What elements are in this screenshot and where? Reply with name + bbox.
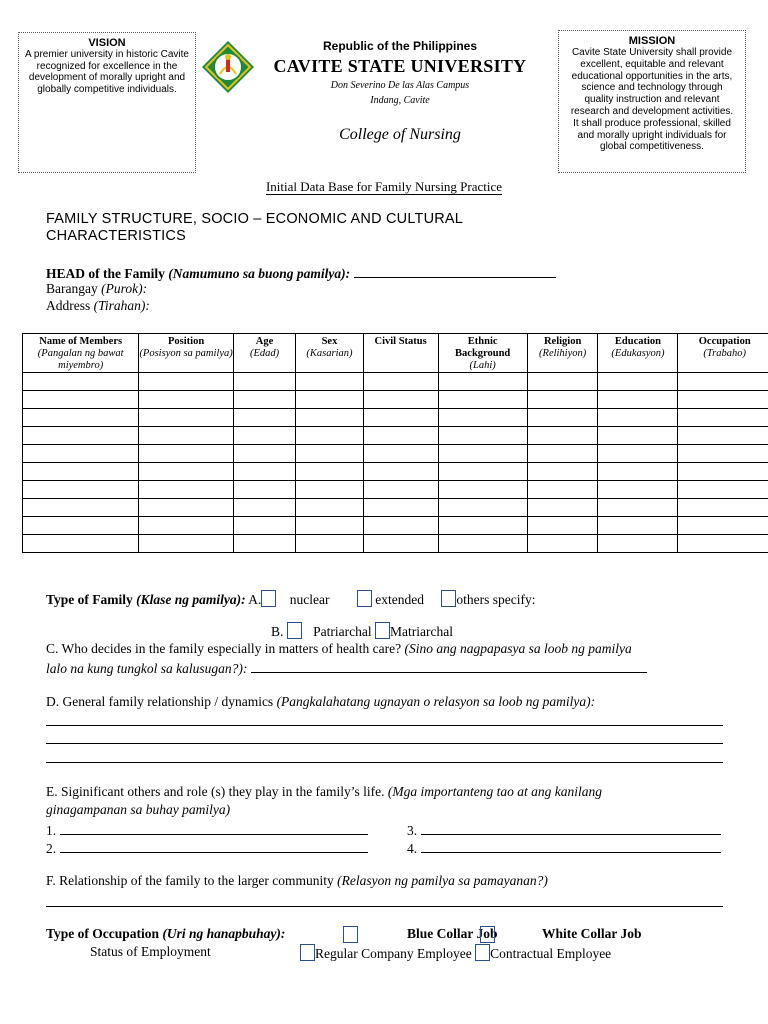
item-number-4: 4. [407,841,418,856]
blue-collar-label: Blue Collar Job [407,926,498,941]
table-cell[interactable] [233,445,295,463]
table-cell[interactable] [233,391,295,409]
table-cell[interactable] [139,499,234,517]
col-header-religion: Religion (Relihiyon) [527,334,598,373]
campus-location: Indang, Cavite [370,95,430,106]
col-header-occupation: Occupation (Trabaho) [678,334,768,373]
table-row [23,481,768,499]
table-cell[interactable] [527,409,598,427]
table-cell[interactable] [23,373,139,391]
table-cell[interactable] [678,535,768,553]
table-cell[interactable] [438,445,527,463]
patriarchal-label: Patriarchal [313,624,372,639]
table-cell[interactable] [678,481,768,499]
barangay-label-tl: (Purok): [101,281,148,296]
col-header-civil-status: Civil Status [363,334,438,373]
table-cell[interactable] [296,373,364,391]
occupation-type-label-row [46,926,285,942]
family-type-label-tl: (Klase ng pamilya): [136,592,246,607]
college-name: College of Nursing [339,126,461,143]
table-cell[interactable] [23,409,139,427]
question-e-tl-1: (Mga importanteng tao at ang kanilang [387,784,603,799]
table-row [23,427,768,445]
table-cell[interactable] [438,463,527,481]
table-cell[interactable] [23,445,139,463]
table-cell[interactable] [363,391,438,409]
family-type-row-b [271,622,453,640]
col-header-education: Education (Edukasyon) [598,334,678,373]
contractual-employee-checkbox[interactable] [475,944,490,961]
significant-other-3-field[interactable] [421,820,721,835]
table-cell[interactable] [438,499,527,517]
question-d [46,694,595,710]
table-cell[interactable] [139,481,234,499]
address-label: Address [46,298,91,313]
table-cell[interactable] [438,535,527,553]
table-cell[interactable] [296,517,364,535]
table-cell[interactable] [527,391,598,409]
white-collar-label: White Collar Job [542,926,642,941]
option-b-prefix: B. [271,624,284,639]
question-c-tl-1: (Sino ang nagpapasya sa loob ng pamilya [404,641,632,656]
table-cell[interactable] [363,409,438,427]
item-number-2: 2. [46,841,57,856]
document-title-text: Initial Data Base for Family Nursing Practice [265,179,503,194]
table-cell[interactable] [296,427,364,445]
head-of-family-field[interactable] [354,263,556,278]
table-row [23,409,768,427]
others-checkbox[interactable] [441,590,456,607]
table-cell[interactable] [363,499,438,517]
others-label: others specify: [456,592,536,607]
white-collar-checkbox[interactable] [480,926,495,943]
university-logo [201,40,255,94]
question-c-tl-2: lalo na kung tungkol sa kalusugan?): [46,661,248,676]
relationship-answer-line-3[interactable] [46,762,723,763]
mission-box [558,30,746,173]
table-cell[interactable] [678,373,768,391]
item-number-3: 3. [407,823,418,838]
col-header-position: Position (Posisyon sa pamilya) [139,334,234,373]
table-cell[interactable] [527,517,598,535]
decision-maker-field[interactable] [251,658,647,673]
significant-other-2 [46,838,368,857]
barangay-row [46,281,147,297]
vision-box [18,32,196,173]
table-cell[interactable] [438,409,527,427]
table-cell[interactable] [678,499,768,517]
mission-text: Cavite State University shall provide excellent, equitable and relevant educational opportunities in the arts, science and technology through quality instruction and relevant research and development activities. It shall produce professional, skilled and morally upright individuals for global competitiveness. [570,47,734,153]
table-cell[interactable] [296,445,364,463]
table-cell[interactable] [598,445,678,463]
family-type-label: Type of Family [46,592,133,607]
table-cell[interactable] [233,373,295,391]
table-cell[interactable] [23,481,139,499]
campus-name: Don Severino De las Alas Campus [330,80,470,91]
contractual-employee-label: Contractual Employee [490,946,612,961]
table-cell[interactable] [363,427,438,445]
table-cell[interactable] [598,427,678,445]
table-cell[interactable] [527,463,598,481]
table-cell[interactable] [438,481,527,499]
table-cell[interactable] [598,517,678,535]
table-cell[interactable] [23,535,139,553]
republic-line: Republic of the Philippines [322,39,477,53]
table-cell[interactable] [139,373,234,391]
question-c [46,640,746,678]
table-cell[interactable] [23,427,139,445]
question-d-text: D. General family relationship / dynamics [46,694,274,709]
table-cell[interactable] [23,391,139,409]
table-cell[interactable] [23,499,139,517]
significant-other-4 [407,838,721,857]
table-cell[interactable] [678,445,768,463]
employment-status-label: Status of Employment [90,944,211,959]
table-cell[interactable] [598,499,678,517]
nuclear-label: nuclear [289,592,330,607]
matriarchal-checkbox[interactable] [375,622,390,639]
question-f [46,873,548,889]
significant-other-4-field[interactable] [421,838,721,853]
table-cell[interactable] [598,409,678,427]
table-cell[interactable] [363,463,438,481]
table-cell[interactable] [233,517,295,535]
table-cell[interactable] [598,391,678,409]
head-of-family-row [46,263,556,282]
table-cell[interactable] [678,517,768,535]
table-cell[interactable] [678,391,768,409]
table-cell[interactable] [139,409,234,427]
relationship-answer-line-1[interactable] [46,725,723,726]
table-cell[interactable] [363,445,438,463]
table-cell[interactable] [598,463,678,481]
question-f-text: F. Relationship of the family to the larger community [46,873,334,888]
table-cell[interactable] [23,463,139,481]
table-row [23,535,768,553]
table-cell[interactable] [296,499,364,517]
vision-title: VISION [88,37,126,49]
table-row [23,463,768,481]
table-cell[interactable] [233,427,295,445]
address-label-tl: (Tirahan): [93,298,150,313]
members-table [22,333,768,553]
significant-other-1-field[interactable] [60,820,368,835]
members-table-wrapper [22,333,768,553]
mission-title: MISSION [628,35,676,47]
matriarchal-label: Matriarchal [390,624,453,639]
table-cell[interactable] [363,373,438,391]
significant-other-3 [407,820,721,839]
table-cell[interactable] [139,463,234,481]
address-row [46,298,150,314]
table-cell[interactable] [527,499,598,517]
table-row [23,373,768,391]
significant-other-1 [46,820,368,839]
table-row [23,445,768,463]
nuclear-checkbox[interactable] [261,590,276,607]
col-header-age: Age (Edad) [233,334,295,373]
table-cell[interactable] [678,427,768,445]
table-cell[interactable] [678,463,768,481]
table-cell[interactable] [527,373,598,391]
table-cell[interactable] [678,409,768,427]
head-label-tl: (Namumuno sa buong pamilya): [168,266,351,281]
question-d-tl: (Pangkalahatang ugnayan o relasyon sa loob ng pamilya): [276,694,596,709]
university-name: CAVITE STATE UNIVERSITY [273,56,527,76]
table-cell[interactable] [598,373,678,391]
table-cell[interactable] [139,391,234,409]
family-type-row-a [46,590,535,608]
table-cell[interactable] [438,373,527,391]
vision-text: A premier university in historic Cavite recognized for excellence in the development of morally upright and globally competitive individuals. [25,49,189,95]
col-header-name: Name of Members (Pangalan ng bawat miyembro) [23,334,139,373]
table-cell[interactable] [296,535,364,553]
extended-label: extended [375,592,424,607]
table-cell[interactable] [527,445,598,463]
table-cell[interactable] [233,409,295,427]
table-row [23,499,768,517]
question-e-text: E. Siginificant others and role (s) they play in the family’s life. [46,784,385,799]
table-cell[interactable] [527,481,598,499]
table-cell[interactable] [23,517,139,535]
patriarchal-checkbox[interactable] [287,622,302,639]
table-cell[interactable] [527,535,598,553]
regular-employee-checkbox[interactable] [300,944,315,961]
document-title [200,179,568,195]
question-f-tl: (Relasyon ng pamilya sa pamayanan?) [337,873,548,888]
table-cell[interactable] [438,427,527,445]
blue-collar-checkbox[interactable] [343,926,358,943]
employment-status-options [300,944,611,962]
question-c-text: C. Who decides in the family especially in matters of health care? [46,641,402,656]
table-cell[interactable] [233,481,295,499]
table-cell[interactable] [139,517,234,535]
table-cell[interactable] [363,535,438,553]
extended-checkbox[interactable] [357,590,372,607]
table-cell[interactable] [233,499,295,517]
table-cell[interactable] [139,427,234,445]
table-row [23,391,768,409]
table-cell[interactable] [296,481,364,499]
significant-other-2-field[interactable] [60,838,368,853]
table-cell[interactable] [598,481,678,499]
table-cell[interactable] [438,517,527,535]
question-e [46,783,746,819]
regular-employee-label: Regular Company Employee [315,946,472,961]
occupation-type-label: Type of Occupation [46,926,160,941]
table-cell[interactable] [233,535,295,553]
relationship-answer-line-2[interactable] [46,743,723,744]
col-header-ethnic: Ethnic Background (Lahi) [438,334,527,373]
table-cell[interactable] [296,463,364,481]
table-cell[interactable] [598,535,678,553]
table-cell[interactable] [233,463,295,481]
table-cell[interactable] [139,535,234,553]
question-e-tl-2: ginagampanan sa buhay pamilya) [46,802,231,817]
table-cell[interactable] [363,517,438,535]
occupation-type-label-tl: (Uri ng hanapbuhay): [162,926,286,941]
table-row [23,517,768,535]
col-header-sex: Sex (Kasarian) [296,334,364,373]
table-header-row [23,334,768,373]
table-cell[interactable] [363,481,438,499]
table-cell[interactable] [527,427,598,445]
table-cell[interactable] [296,409,364,427]
item-number-1: 1. [46,823,57,838]
option-a-prefix: A. [248,592,262,607]
table-cell[interactable] [139,445,234,463]
barangay-label: Barangay [46,281,98,296]
table-cell[interactable] [296,391,364,409]
section-heading: FAMILY STRUCTURE, SOCIO – ECONOMIC AND CULTURAL CHARACTERISTICS [46,211,463,244]
table-cell[interactable] [438,391,527,409]
head-label: HEAD of the Family [46,266,165,281]
community-relationship-line[interactable] [46,906,723,907]
